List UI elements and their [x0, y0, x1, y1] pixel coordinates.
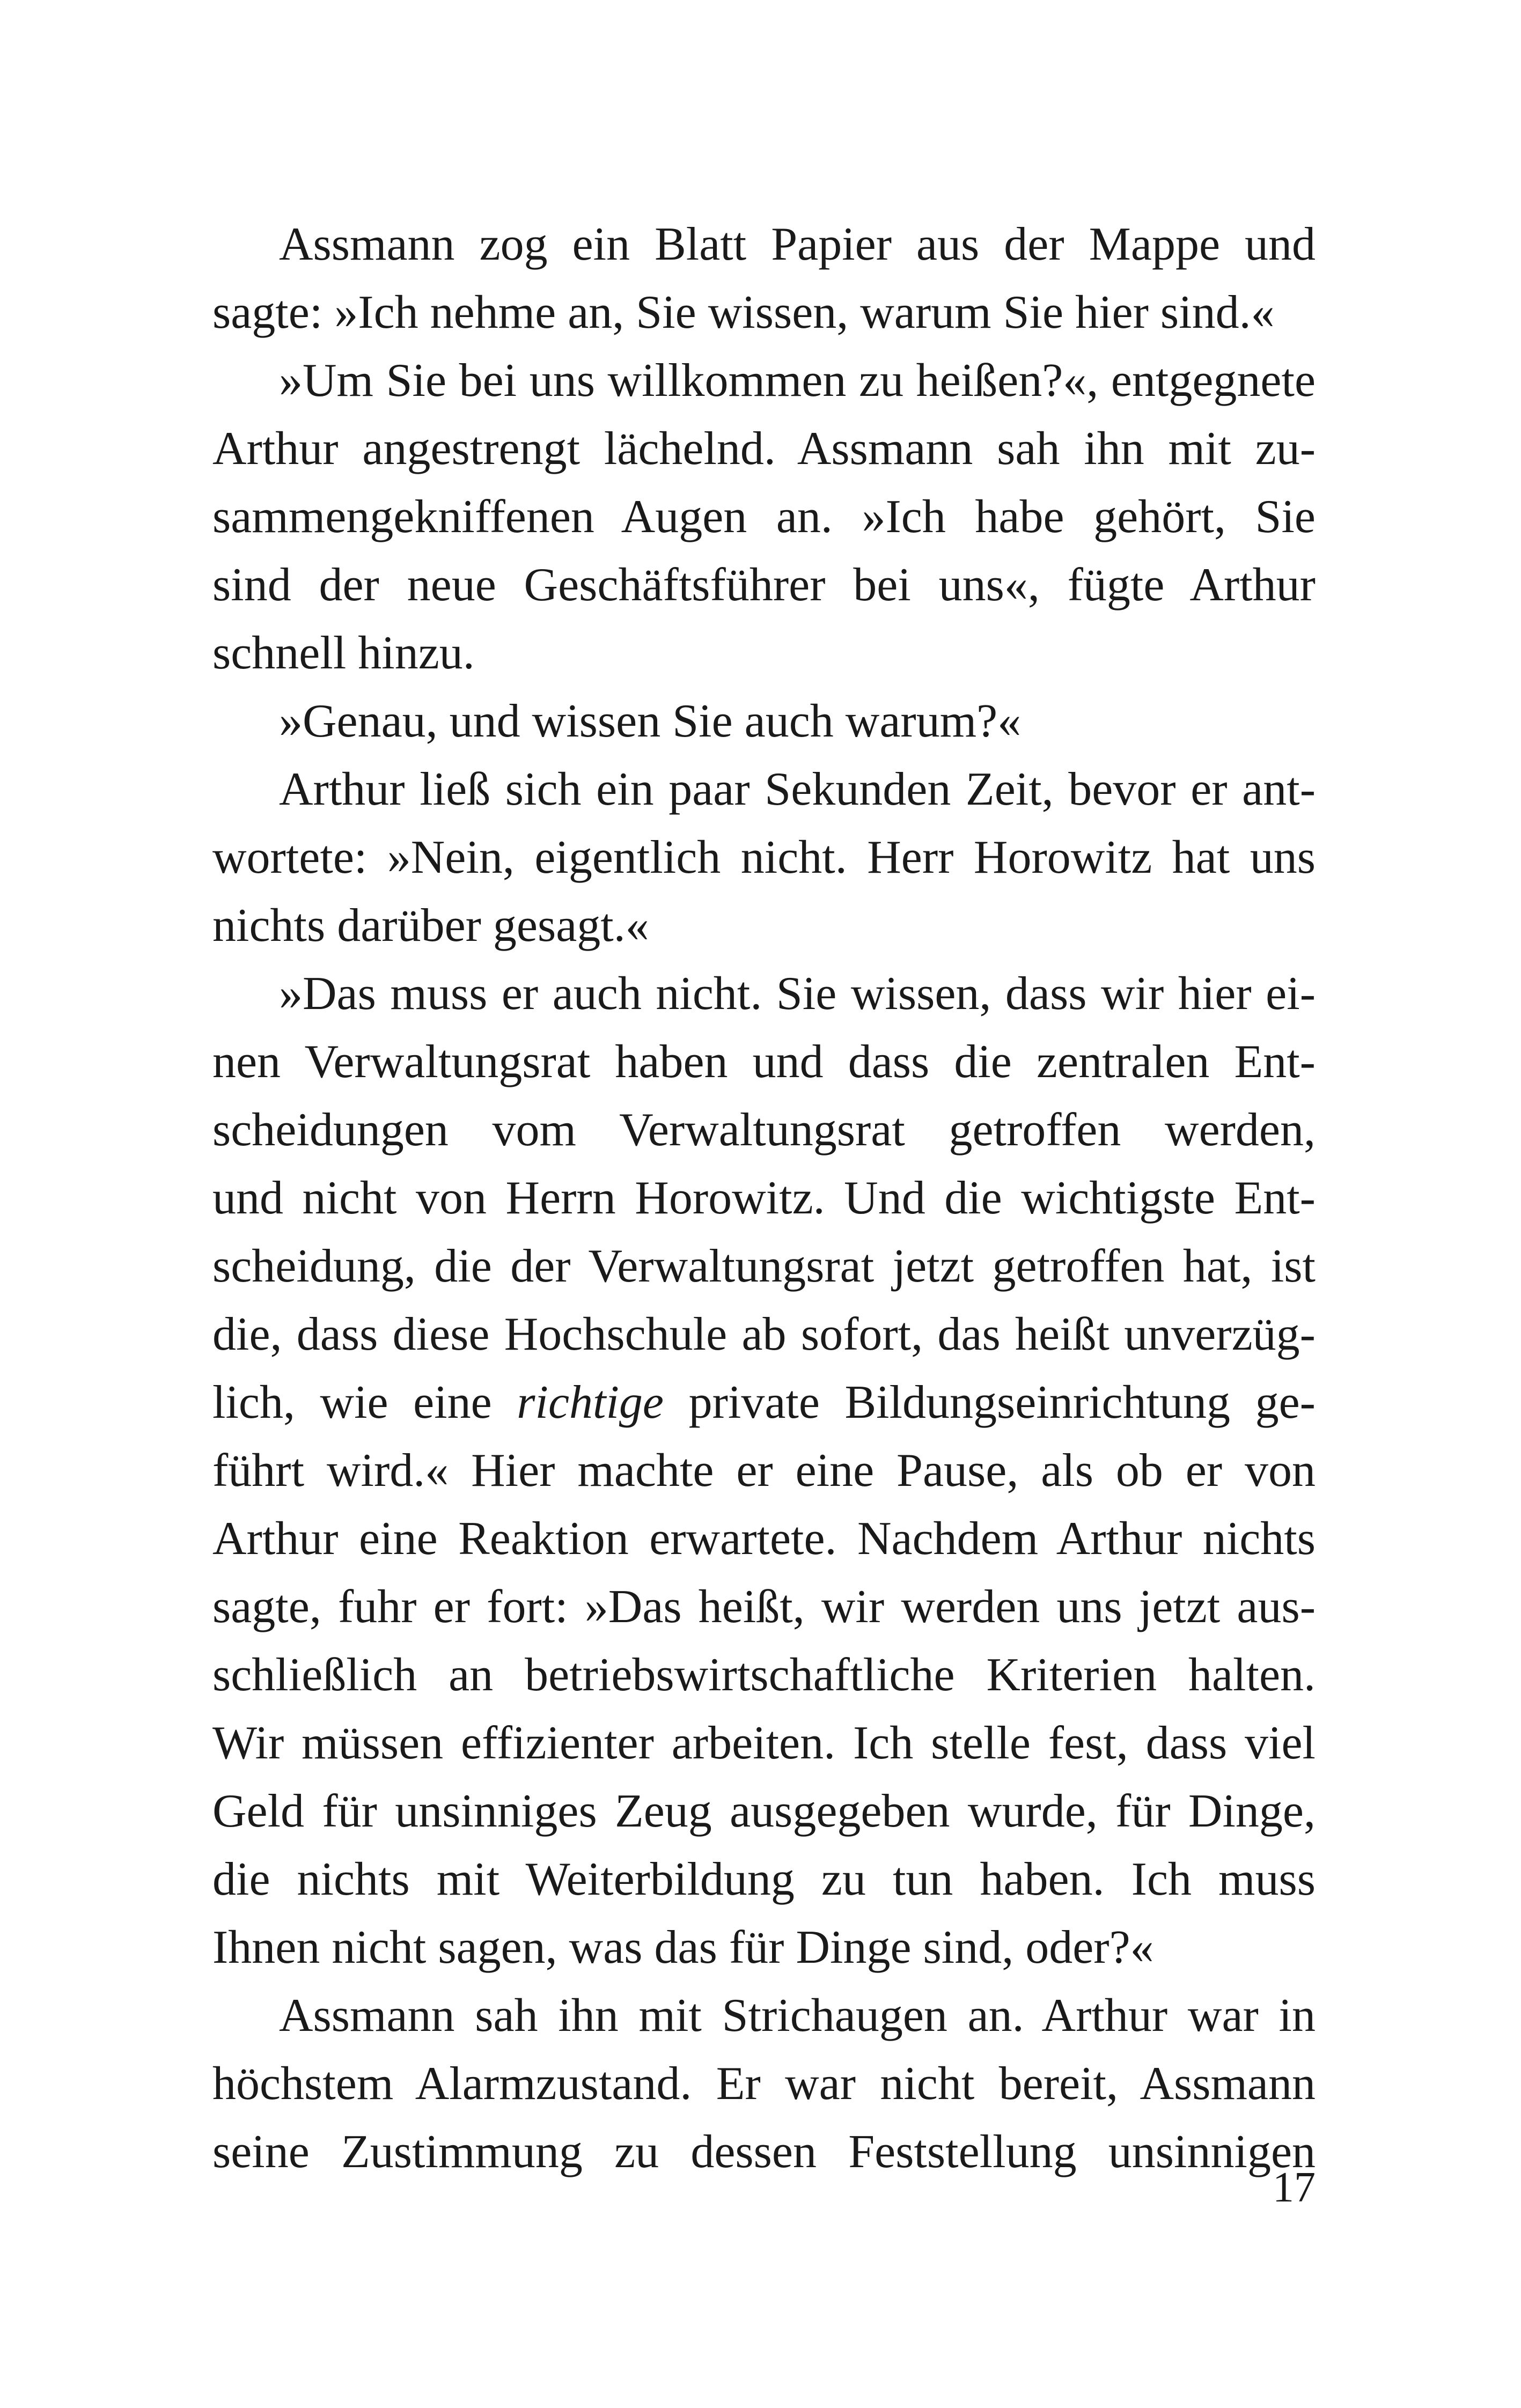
text-line: »Genau, und wissen Sie auch warum?« — [279, 695, 1022, 747]
text-line: sammengekniffenen Augen an. »Ich habe gehört, Sie — [212, 491, 1316, 543]
text-line: führt wird.« Hier machte er eine Pause, als ob er von — [212, 1445, 1316, 1497]
text-line: nichts darüber gesagt.« — [212, 900, 649, 952]
text-line — [212, 1368, 1316, 1437]
text-line: scheidungen vom Verwaltungsrat getroffen werden, — [212, 1104, 1316, 1156]
text-line: die nichts mit Weiterbildung zu tun haben. Ich muss — [212, 1853, 1316, 1905]
text-line: Ihnen nicht sagen, was das für Dinge sind, oder?« — [212, 1921, 1154, 1973]
text-line: sagte: »Ich nehme an, Sie wissen, warum Sie hier sind.« — [212, 286, 1275, 338]
text-line: Assmann zog ein Blatt Papier aus der Mappe und — [279, 218, 1316, 270]
text-run: lich, wie eine — [212, 1376, 517, 1428]
text-line: seine Zustimmung zu dessen Feststellung unsinnigen — [212, 2126, 1316, 2178]
text-line: Wir müssen effizienter arbeiten. Ich stelle fest, dass viel — [212, 1717, 1316, 1769]
text-line: die, dass diese Hochschule ab sofort, das heißt unverzüg- — [212, 1308, 1316, 1360]
text-line: scheidung, die der Verwaltungsrat jetzt getroffen hat, ist — [212, 1240, 1316, 1292]
text-line: »Das muss er auch nicht. Sie wissen, dass wir hier ei- — [279, 968, 1316, 1020]
text-line: schließlich an betriebswirtschaftliche Kriterien halten. — [212, 1649, 1316, 1701]
text-line: Geld für unsinniges Zeug ausgegeben wurde, für Dinge, — [212, 1785, 1316, 1837]
text-line: Arthur eine Reaktion erwartete. Nachdem Arthur nichts — [212, 1513, 1316, 1565]
text-line: sind der neue Geschäftsführer bei uns«, fügte Arthur — [212, 559, 1316, 611]
text-line: Arthur ließ sich ein paar Sekunden Zeit, bevor er ant- — [279, 763, 1316, 815]
text-line: schnell hinzu. — [212, 627, 475, 679]
text-run: private Bildungseinrichtung ge- — [664, 1376, 1316, 1428]
text-line: Arthur angestrengt lächelnd. Assmann sah ihn mit zu- — [212, 423, 1316, 475]
text-line: sagte, fuhr er fort: »Das heißt, wir werden uns jetzt aus- — [212, 1581, 1316, 1633]
text-line: Assmann sah ihn mit Strichaugen an. Arthur war in — [279, 1990, 1316, 2042]
text-line: und nicht von Herrn Horowitz. Und die wichtigste Ent- — [212, 1172, 1316, 1224]
text-line: höchstem Alarmzustand. Er war nicht bereit, Assmann — [212, 2058, 1316, 2110]
body-text — [212, 210, 1316, 2186]
text-line: nen Verwaltungsrat haben und dass die zentralen Ent- — [212, 1036, 1316, 1088]
text-line: wortete: »Nein, eigentlich nicht. Herr Horowitz hat uns — [212, 831, 1316, 883]
page-number: 17 — [1273, 2164, 1316, 2211]
italic-word: richtige — [517, 1376, 664, 1428]
text-line: »Um Sie bei uns willkommen zu heißen?«, entgegnete — [279, 355, 1316, 407]
